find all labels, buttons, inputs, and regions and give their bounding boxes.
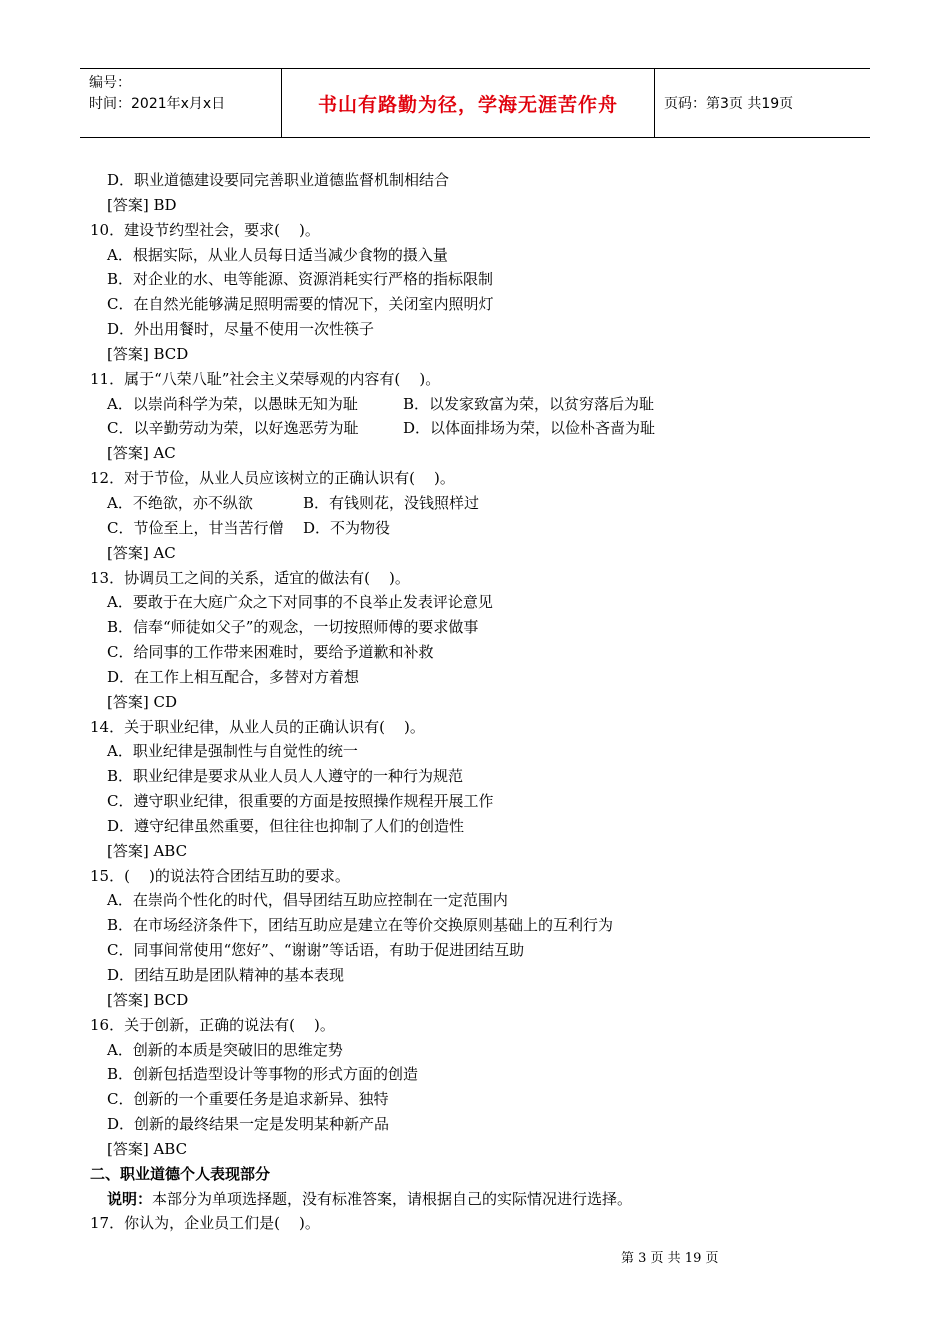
- option-pair-line: [90, 416, 870, 441]
- document-body: [90, 168, 870, 1236]
- option-line: C．在自然光能够满足照明需要的情况下，关闭室内照明灯: [107, 295, 494, 314]
- option-line: C．同事间常使用“您好”、“谢谢”等话语，有助于促进团结互助: [107, 941, 525, 960]
- option-line: D．创新的最终结果一定是发明某种新产品: [107, 1115, 390, 1134]
- option-item: B．以发家致富为荣，以贫穷落后为耻: [403, 394, 655, 413]
- answer-line: [答案] BCD: [107, 990, 189, 1009]
- option-item: A．以崇尚科学为荣，以愚昧无知为耻: [107, 394, 358, 413]
- note-text: 本部分为单项选择题，没有标准答案，请根据自己的实际情况进行选择。: [152, 1189, 633, 1208]
- option-item: B．有钱则花，没钱照样过: [303, 493, 480, 512]
- option-line: B．创新包括造型设计等事物的形式方面的创造: [107, 1065, 419, 1084]
- question-line: 10．建设节约型社会，要求( )。: [90, 220, 320, 239]
- header-meta-cell: [80, 69, 282, 137]
- option-line: D．在工作上相互配合，多替对方着想: [107, 667, 360, 686]
- option-line: A．在崇尚个性化的时代，倡导团结互助应控制在一定范围内: [107, 891, 508, 910]
- option-pair-line: [90, 392, 870, 417]
- question-line: 15．( )的说法符合团结互助的要求。: [90, 866, 350, 885]
- option-item: D．不为物役: [303, 518, 391, 537]
- page-header: [80, 68, 870, 138]
- question-line: 12．对于节俭，从业人员应该树立的正确认识有( )。: [90, 469, 455, 488]
- answer-line: [答案] ABC: [107, 841, 188, 860]
- option-item: C．节俭至上，甘当苦行僧: [107, 518, 284, 537]
- question-line: 11．属于“八荣八耻”社会主义荣辱观的内容有( )。: [90, 369, 441, 388]
- answer-line: [答案] CD: [107, 692, 177, 711]
- option-line: C．遵守职业纪律，很重要的方面是按照操作规程开展工作: [107, 792, 494, 811]
- answer-line: [答案] AC: [107, 444, 176, 463]
- question-line: 14．关于职业纪律，从业人员的正确认识有( )。: [90, 717, 425, 736]
- note-label: 说明：: [107, 1189, 153, 1208]
- option-pair-line: [90, 491, 870, 516]
- option-line: C．创新的一个重要任务是追求新异、独特: [107, 1090, 389, 1109]
- option-line: D．外出用餐时，尽量不使用一次性筷子: [107, 320, 375, 339]
- page-footer: 第 3 页 共 19 页: [621, 1251, 719, 1266]
- header-motto: 书山有路勤为径，学海无涯苦作舟: [282, 69, 655, 137]
- option-item: D．以体面排场为荣，以俭朴吝啬为耻: [403, 419, 656, 438]
- option-line: B．信奉“师徒如父子”的观念，一切按照师傅的要求做事: [107, 618, 479, 637]
- document-time-label: 时间：2021年x月x日: [89, 96, 226, 112]
- answer-line: [答案] ABC: [107, 1139, 188, 1158]
- document-number-label: 编号：: [89, 75, 131, 91]
- section-heading: 二、职业道德个人表现部分: [90, 1164, 271, 1183]
- option-line: B．在市场经济条件下，团结互助应是建立在等价交换原则基础上的互利行为: [107, 916, 614, 935]
- answer-line: [答案] AC: [107, 543, 176, 562]
- option-line: D．职业道德建设要同完善职业道德监督机制相结合: [107, 171, 450, 189]
- option-line: B．职业纪律是要求从业人员人人遵守的一种行为规范: [107, 767, 464, 786]
- option-line: C．给同事的工作带来困难时，要给予道歉和补救: [107, 643, 434, 662]
- option-line: D．遵守纪律虽然重要，但往往也抑制了人们的创造性: [107, 816, 465, 835]
- question-line: 13．协调员工之间的关系，适宜的做法有( )。: [90, 568, 410, 587]
- option-line: B．对企业的水、电等能源、资源消耗实行严格的指标限制: [107, 270, 494, 289]
- option-pair-line: [90, 516, 870, 541]
- option-line: A．根据实际，从业人员每日适当减少食物的摄入量: [107, 245, 448, 264]
- option-line: A．职业纪律是强制性与自觉性的统一: [107, 742, 358, 761]
- option-line: D．团结互助是团队精神的基本表现: [107, 966, 345, 984]
- option-item: C．以辛勤劳动为荣，以好逸恶劳为耻: [107, 419, 359, 438]
- answer-line: [答案] BD: [107, 195, 177, 214]
- question-line: 16．关于创新，正确的说法有( )。: [90, 1015, 335, 1034]
- answer-line: [答案] BCD: [107, 344, 189, 363]
- header-page-label: 页码：第3页 共19页: [664, 96, 794, 112]
- option-item: A．不绝欲，亦不纵欲: [107, 493, 253, 512]
- section-note: [90, 1187, 870, 1212]
- question-line: 17．你认为，企业员工们是( )。: [90, 1214, 320, 1233]
- option-line: A．要敢于在大庭广众之下对同事的不良举止发表评论意见: [107, 593, 493, 612]
- option-line: A．创新的本质是突破旧的思维定势: [107, 1040, 343, 1059]
